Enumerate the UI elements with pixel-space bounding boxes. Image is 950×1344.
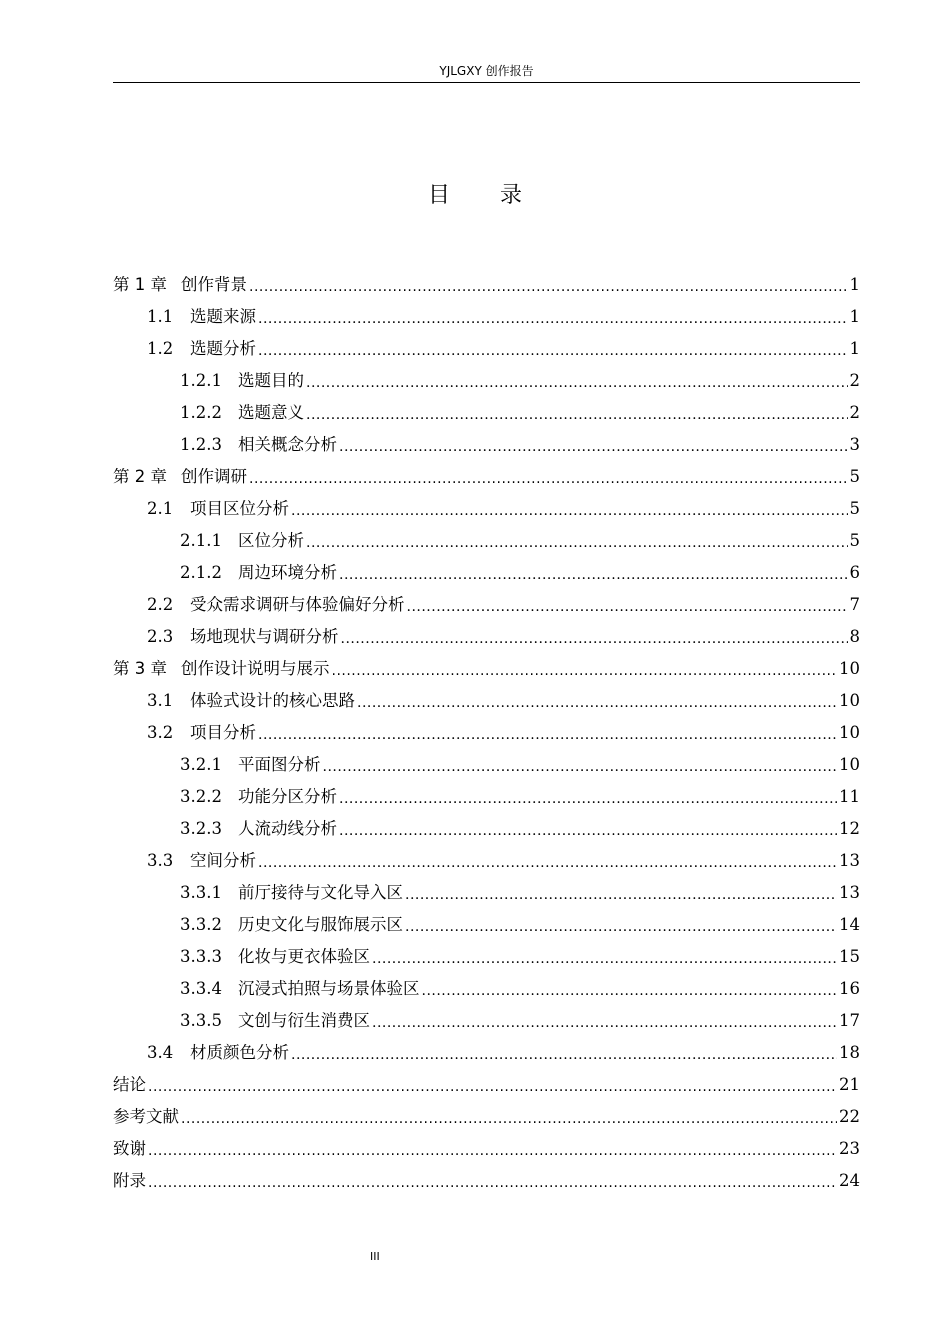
toc-entry-title: 前厅接待与文化导入区 [238, 883, 403, 902]
toc-leader-dots [339, 790, 837, 808]
toc-entry[interactable] [113, 488, 860, 520]
toc-entry[interactable] [113, 968, 860, 1000]
toc-entry-page: 24 [839, 1171, 860, 1190]
toc-leader-dots [405, 886, 837, 904]
toc-leader-dots [323, 758, 838, 776]
toc-entry-number: 2.1.2 [180, 563, 222, 582]
toc-entry[interactable] [113, 1032, 860, 1064]
toc-entry-title: 选题来源 [190, 307, 256, 326]
toc-entry-page: 7 [849, 595, 860, 614]
toc-entry-number: 1.2 [147, 339, 174, 358]
table-of-contents [113, 264, 860, 1192]
toc-leader-dots [291, 1046, 837, 1064]
toc-entry-title: 选题意义 [238, 403, 304, 422]
toc-entry-title: 平面图分析 [238, 755, 321, 774]
toc-entry[interactable] [113, 680, 860, 712]
toc-entry-number: 3.3 [147, 851, 174, 870]
toc-leader-dots [249, 278, 848, 296]
toc-leader-dots [258, 726, 837, 744]
toc-entry-page: 13 [839, 851, 860, 870]
toc-entry-number: 第 3 章 [113, 659, 167, 678]
toc-entry-number: 3.3.4 [180, 979, 222, 998]
toc-leader-dots [306, 406, 848, 424]
toc-entry-page: 1 [849, 307, 860, 326]
toc-entry-number: 1.2.1 [180, 371, 222, 390]
toc-entry-number: 2.1 [147, 499, 174, 518]
toc-entry-number: 3.2.3 [180, 819, 222, 838]
toc-entry[interactable] [113, 904, 860, 936]
toc-entry[interactable] [113, 552, 860, 584]
toc-entry-title: 受众需求调研与体验偏好分析 [190, 595, 405, 614]
toc-entry-page: 16 [839, 979, 860, 998]
toc-leader-dots [148, 1174, 837, 1192]
toc-entry-page: 23 [839, 1139, 860, 1158]
toc-leader-dots [306, 534, 848, 552]
toc-leader-dots [258, 854, 837, 872]
toc-entry[interactable] [113, 328, 860, 360]
toc-leader-dots [372, 950, 837, 968]
toc-entry-title: 相关概念分析 [238, 435, 337, 454]
toc-entry-page: 12 [839, 819, 860, 838]
toc-entry[interactable] [113, 264, 860, 296]
toc-entry-title: 选题分析 [190, 339, 256, 358]
toc-leader-dots [332, 662, 838, 680]
toc-leader-dots [407, 598, 848, 616]
toc-entry-title: 功能分区分析 [238, 787, 337, 806]
toc-entry[interactable] [113, 1000, 860, 1032]
toc-entry-title: 历史文化与服饰展示区 [238, 915, 403, 934]
toc-leader-dots [258, 342, 848, 360]
toc-entry-title: 场地现状与调研分析 [190, 627, 339, 646]
toc-entry-title: 区位分析 [238, 531, 304, 550]
toc-entry[interactable] [113, 744, 860, 776]
toc-entry-title: 化妆与更衣体验区 [238, 947, 370, 966]
toc-entry-title: 沉浸式拍照与场景体验区 [238, 979, 420, 998]
toc-entry-page: 10 [839, 755, 860, 774]
toc-entry-page: 5 [849, 531, 860, 550]
toc-entry[interactable] [113, 360, 860, 392]
toc-entry-page: 5 [849, 499, 860, 518]
toc-entry-title: 创作背景 [181, 275, 247, 294]
toc-entry[interactable] [113, 520, 860, 552]
toc-entry[interactable] [113, 1096, 860, 1128]
toc-entry-number: 1.1 [147, 307, 174, 326]
toc-entry-page: 14 [839, 915, 860, 934]
toc-leader-dots [339, 822, 837, 840]
toc-entry[interactable] [113, 584, 860, 616]
toc-entry-title: 结论 [113, 1075, 146, 1094]
toc-leader-dots [372, 1014, 837, 1032]
toc-entry-page: 22 [839, 1107, 860, 1126]
toc-entry-number: 2.3 [147, 627, 174, 646]
toc-entry-page: 2 [849, 371, 860, 390]
toc-entry[interactable] [113, 392, 860, 424]
toc-entry-number: 2.1.1 [180, 531, 222, 550]
toc-entry-number: 3.1 [147, 691, 174, 710]
toc-entry[interactable] [113, 1160, 860, 1192]
toc-leader-dots [339, 438, 848, 456]
toc-entry[interactable] [113, 936, 860, 968]
toc-leader-dots [148, 1078, 837, 1096]
toc-entry-title: 创作设计说明与展示 [181, 659, 330, 678]
toc-entry[interactable] [113, 1064, 860, 1096]
toc-entry-title: 创作调研 [181, 467, 247, 486]
toc-leader-dots [306, 374, 848, 392]
toc-entry-number: 3.3.1 [180, 883, 222, 902]
toc-entry-title: 参考文献 [113, 1107, 179, 1126]
toc-entry[interactable] [113, 712, 860, 744]
toc-entry-number: 1.2.3 [180, 435, 222, 454]
toc-entry[interactable] [113, 776, 860, 808]
toc-entry-title: 体验式设计的核心思路 [190, 691, 355, 710]
page-title: 目录 [427, 183, 572, 208]
toc-entry-title: 选题目的 [238, 371, 304, 390]
page-header [113, 64, 860, 83]
toc-leader-dots [291, 502, 848, 520]
toc-entry-number: 3.2.2 [180, 787, 222, 806]
toc-leader-dots [357, 694, 837, 712]
toc-leader-dots [405, 918, 837, 936]
toc-entry[interactable] [113, 872, 860, 904]
toc-entry-page: 3 [849, 435, 860, 454]
header-text: YJLGXY 创作报告 [439, 64, 534, 78]
toc-entry-number: 3.3.5 [180, 1011, 222, 1030]
toc-leader-dots [181, 1110, 837, 1128]
toc-entry-page: 15 [839, 947, 860, 966]
toc-entry[interactable] [113, 296, 860, 328]
toc-leader-dots [341, 630, 848, 648]
toc-entry-title: 材质颜色分析 [190, 1043, 289, 1062]
toc-entry-page: 5 [849, 467, 860, 486]
toc-entry-page: 10 [839, 723, 860, 742]
toc-entry-title: 项目区位分析 [190, 499, 289, 518]
toc-entry-number: 第 2 章 [113, 467, 167, 486]
toc-entry[interactable] [113, 424, 860, 456]
toc-entry-page: 17 [839, 1011, 860, 1030]
toc-entry-page: 2 [849, 403, 860, 422]
toc-entry-page: 6 [849, 563, 860, 582]
toc-entry-title: 周边环境分析 [238, 563, 337, 582]
toc-entry[interactable] [113, 1128, 860, 1160]
toc-entry-page: 18 [839, 1043, 860, 1062]
toc-entry-number: 1.2.2 [180, 403, 222, 422]
toc-entry[interactable] [113, 648, 860, 680]
toc-leader-dots [422, 982, 838, 1000]
toc-entry[interactable] [113, 808, 860, 840]
toc-entry-title: 文创与衍生消费区 [238, 1011, 370, 1030]
toc-entry-title: 空间分析 [190, 851, 256, 870]
toc-entry[interactable] [113, 840, 860, 872]
toc-entry-number: 3.3.3 [180, 947, 222, 966]
toc-entry-title: 人流动线分析 [238, 819, 337, 838]
toc-entry-title: 项目分析 [190, 723, 256, 742]
toc-entry-page: 13 [839, 883, 860, 902]
toc-entry-page: 1 [849, 339, 860, 358]
toc-entry-number: 2.2 [147, 595, 174, 614]
toc-leader-dots [339, 566, 848, 584]
toc-entry[interactable] [113, 456, 860, 488]
toc-entry-page: 8 [849, 627, 860, 646]
toc-entry-page: 10 [839, 659, 860, 678]
toc-entry-page: 1 [849, 275, 860, 294]
toc-entry-number: 3.3.2 [180, 915, 222, 934]
toc-entry-number: 第 1 章 [113, 275, 167, 294]
page-number: III [370, 1250, 380, 1263]
toc-entry-number: 3.4 [147, 1043, 174, 1062]
toc-entry-number: 3.2 [147, 723, 174, 742]
toc-leader-dots [249, 470, 848, 488]
toc-entry[interactable] [113, 616, 860, 648]
toc-entry-title: 附录 [113, 1171, 146, 1190]
toc-leader-dots [258, 310, 848, 328]
toc-entry-page: 10 [839, 691, 860, 710]
toc-leader-dots [148, 1142, 837, 1160]
toc-entry-page: 21 [839, 1075, 860, 1094]
toc-entry-number: 3.2.1 [180, 755, 222, 774]
toc-entry-page: 11 [839, 787, 860, 806]
toc-entry-title: 致谢 [113, 1139, 146, 1158]
